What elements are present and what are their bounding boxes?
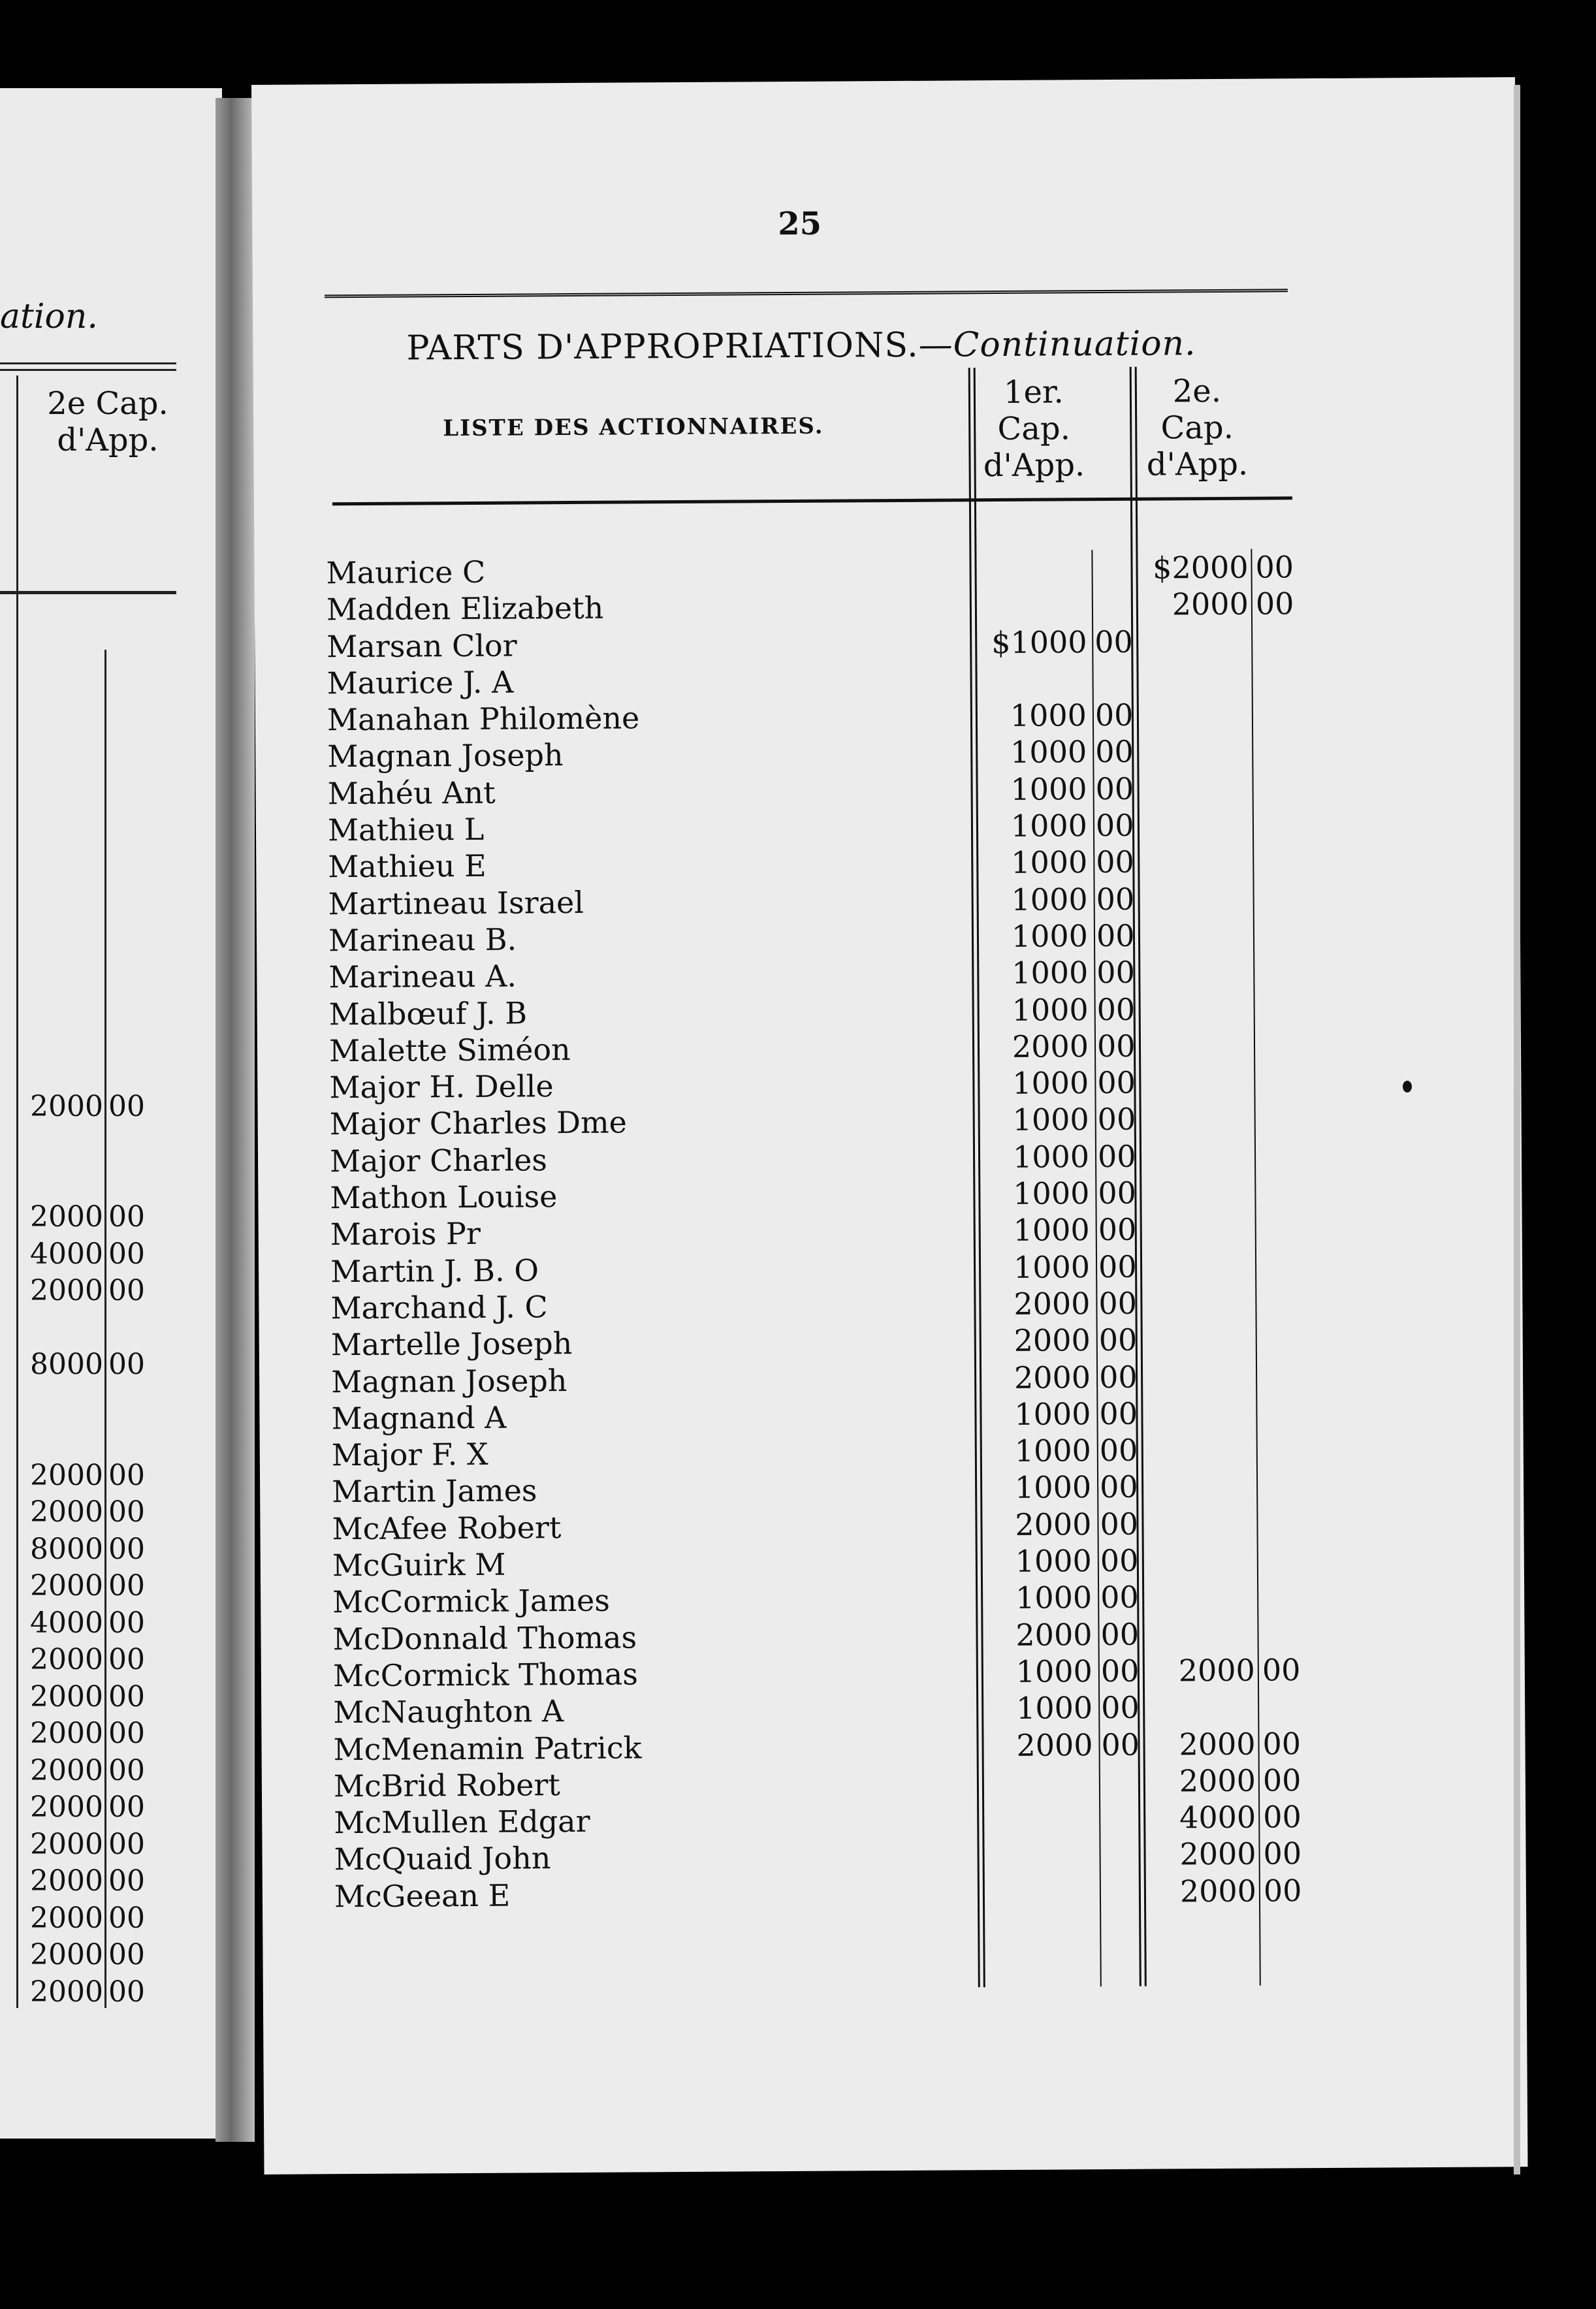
- shareholder-name: Mahéu Ant: [327, 774, 496, 812]
- shareholder-name: Manahan Philomène: [327, 700, 640, 738]
- left-page-amount: 2000: [30, 1200, 103, 1234]
- page-title: [406, 324, 1196, 368]
- first-capital-cents: 00: [1098, 1322, 1138, 1358]
- first-capital-cents: 00: [1094, 697, 1134, 733]
- book-gutter: [215, 98, 255, 2142]
- shareholder-name: Major Charles: [329, 1142, 548, 1179]
- second-capital-amount: [1156, 1468, 1254, 1469]
- left-page-amount: 2000: [30, 1791, 103, 1824]
- first-capital-amount: 1000: [1011, 918, 1089, 954]
- second-capital-amount: 2000: [1179, 1762, 1256, 1799]
- shareholder-name: Mathieu L: [327, 811, 485, 848]
- left-page-cents: 00: [108, 1938, 145, 1971]
- first-capital-cents: 00: [1096, 955, 1136, 991]
- second-capital-amount: [1153, 990, 1251, 991]
- second-capital-amount: [1156, 1431, 1254, 1432]
- shareholder-name: Mathieu E: [328, 848, 487, 885]
- first-capital-amount: [991, 587, 1086, 588]
- table-row: [329, 1027, 1302, 1069]
- second-capital-amount: [1152, 843, 1250, 844]
- second-capital-amount: [1157, 1615, 1254, 1616]
- second-capital-amount: [1151, 696, 1249, 697]
- table-row: [330, 1100, 1303, 1143]
- left-page-cents: 00: [108, 1237, 145, 1271]
- left-page-row: [23, 1750, 183, 1787]
- first-capital-cents: 00: [1095, 807, 1134, 844]
- table-row: [334, 1762, 1307, 1804]
- second-capital-amount: [1154, 1174, 1252, 1175]
- second-capital-cents: 00: [1255, 586, 1294, 622]
- shareholder-name: Magnan Joseph: [330, 1362, 567, 1399]
- left-page: [0, 88, 222, 2139]
- first-capital-amount: 1000: [1012, 955, 1089, 991]
- table-row: [334, 1836, 1307, 1878]
- col2-header: [1132, 373, 1263, 483]
- left-page-row: [23, 643, 183, 680]
- second-capital-amount: [1155, 1321, 1253, 1322]
- left-page-row: [23, 1898, 183, 1935]
- left-page-row: [23, 1640, 183, 1677]
- table-row: [331, 1358, 1304, 1400]
- left-page-row: [23, 1492, 183, 1529]
- first-capital-amount: 1000: [1010, 697, 1087, 734]
- left-page-header-fragment: ation.: [0, 297, 98, 336]
- col1-header-line2: d'App.: [983, 447, 1085, 485]
- table-row: [332, 1615, 1305, 1657]
- table-row: [333, 1725, 1306, 1768]
- shareholder-name: Marois Pr: [330, 1216, 481, 1252]
- shareholder-name: McCormick James: [332, 1583, 611, 1620]
- shareholder-name: McAfee Robert: [332, 1509, 562, 1547]
- first-capital-amount: 1000: [1014, 1396, 1091, 1432]
- left-page-cents: 00: [108, 1458, 145, 1492]
- first-capital-amount: 1000: [1013, 1212, 1090, 1249]
- left-page-amount: 2000: [30, 1938, 103, 1971]
- left-page-cents: 00: [108, 1680, 145, 1713]
- left-page-row: [23, 754, 183, 791]
- table-row: [327, 769, 1300, 812]
- first-capital-amount: 1000: [1013, 1249, 1091, 1285]
- first-capital-cents: 00: [1097, 1102, 1136, 1138]
- left-page-row: [23, 680, 183, 718]
- shareholder-name: Major F. X: [331, 1436, 488, 1473]
- col2-header-line1: 2e. Cap.: [1160, 372, 1234, 447]
- first-capital-cents: 00: [1099, 1432, 1138, 1469]
- left-page-row: [23, 1787, 183, 1824]
- second-capital-amount: 2000: [1179, 1726, 1256, 1762]
- first-capital-cents: 00: [1100, 1580, 1139, 1616]
- shareholder-name: Marineau A.: [328, 958, 517, 995]
- first-capital-amount: 2000: [1013, 1322, 1091, 1359]
- shareholder-name: Martineau Israel: [328, 884, 584, 921]
- left-page-cents: 00: [108, 1791, 145, 1824]
- header-dash-rule: [332, 496, 1292, 505]
- left-page-cents: 00: [108, 1901, 145, 1935]
- title-continuation: —Continuation.: [918, 324, 1196, 365]
- second-capital-cents: 00: [1262, 1725, 1301, 1762]
- left-page-row: [23, 865, 183, 902]
- first-capital-amount: 1000: [1015, 1543, 1092, 1579]
- table-row: [334, 1798, 1307, 1841]
- table-row: [334, 1872, 1307, 1915]
- second-capital-amount: [1155, 1394, 1253, 1395]
- second-capital-amount: [1155, 1284, 1253, 1285]
- first-capital-cents: 00: [1098, 1212, 1137, 1248]
- shareholder-name: McDonnald Thomas: [332, 1619, 637, 1657]
- first-capital-cents: 00: [1095, 734, 1134, 770]
- left-page-row: [23, 1713, 183, 1751]
- left-page-rows: [23, 643, 183, 2009]
- first-capital-amount: 1000: [1013, 1175, 1090, 1211]
- left-page-row: [23, 1271, 183, 1308]
- first-capital-amount: [998, 1837, 1093, 1838]
- second-capital-amount: 2000: [1179, 1836, 1256, 1872]
- second-capital-cents: 00: [1262, 1652, 1301, 1688]
- table-row: [332, 1468, 1305, 1510]
- left-page-column-header-line2: d'App.: [57, 422, 159, 458]
- shareholder-name: Malette Siméon: [328, 1031, 571, 1069]
- left-page-row: [23, 1935, 183, 1972]
- left-page-row: [23, 1160, 183, 1197]
- first-capital-amount: 1000: [1015, 1580, 1093, 1616]
- col2-header-line2: d'App.: [1146, 445, 1249, 483]
- shareholder-name: Martelle Joseph: [330, 1326, 573, 1363]
- first-capital-cents: 00: [1100, 1506, 1139, 1542]
- first-capital-amount: 1000: [1012, 1065, 1089, 1102]
- first-capital-cents: 00: [1100, 1616, 1140, 1652]
- table-row: [332, 1578, 1305, 1620]
- ink-speck: [1403, 1081, 1412, 1092]
- left-page-cents: 00: [108, 1200, 145, 1234]
- first-capital-amount: 1000: [1015, 1690, 1093, 1727]
- left-page-cents: 00: [108, 1753, 145, 1787]
- left-page-row: [23, 902, 183, 939]
- left-page-cents: 00: [108, 1348, 145, 1381]
- second-capital-amount: [1155, 1247, 1253, 1248]
- table-row: [330, 1137, 1303, 1179]
- table-row: [327, 586, 1300, 628]
- left-page-amount: 2000: [30, 1753, 103, 1787]
- left-page-cents: 00: [108, 1717, 145, 1750]
- table-row: [330, 1247, 1303, 1290]
- left-page-row: [23, 1012, 183, 1049]
- left-page-column-header: [36, 385, 180, 458]
- left-page-amount: 2000: [30, 1680, 103, 1713]
- table-row: [332, 1541, 1305, 1584]
- first-capital-cents: 00: [1101, 1689, 1140, 1726]
- left-page-amount: 2000: [30, 1901, 103, 1935]
- shareholder-name: McQuaid John: [334, 1840, 551, 1877]
- shareholder-name: McBrid Robert: [333, 1766, 560, 1804]
- second-capital-amount: [1151, 622, 1249, 623]
- col1-header-line1: 1er. Cap.: [997, 374, 1071, 448]
- table-row: [332, 1505, 1305, 1547]
- left-page-amount: 4000: [30, 1237, 103, 1271]
- table-row: [329, 990, 1302, 1032]
- first-capital-amount: 2000: [1012, 1028, 1089, 1064]
- shareholder-name: Marineau B.: [328, 921, 517, 959]
- first-capital-amount: 2000: [1013, 1286, 1091, 1322]
- table-row: [331, 1320, 1304, 1363]
- first-capital-cents: 00: [1096, 881, 1135, 917]
- first-capital-amount: [991, 660, 1086, 661]
- left-page-row: [23, 1381, 183, 1418]
- table-row: [330, 1284, 1303, 1326]
- shareholder-name: Mathon Louise: [330, 1179, 558, 1216]
- first-capital-cents: 00: [1096, 917, 1135, 954]
- title-main: PARTS D'APPROPRIATIONS.: [406, 325, 919, 368]
- second-capital-amount: [1152, 806, 1250, 807]
- left-page-row: [23, 1234, 183, 1271]
- left-page-cents: 00: [108, 1495, 145, 1529]
- left-page-cents: 00: [108, 1643, 145, 1676]
- second-capital-amount: [1154, 1100, 1252, 1101]
- first-capital-amount: 1000: [1014, 1469, 1092, 1506]
- first-capital-cents: 00: [1098, 1175, 1137, 1211]
- shareholder-name: McCormick Thomas: [332, 1656, 639, 1694]
- second-capital-amount: 2000: [1178, 1652, 1256, 1689]
- left-page-amount: 2000: [30, 1864, 103, 1898]
- first-capital-amount: 2000: [1015, 1506, 1092, 1542]
- table-row: [327, 659, 1300, 701]
- left-page-cents: 00: [108, 1569, 145, 1602]
- second-capital-amount: 4000: [1179, 1799, 1256, 1836]
- second-capital-amount: [1157, 1578, 1254, 1579]
- header-rule: [325, 289, 1288, 300]
- left-page-column-header-line1: 2e Cap.: [47, 385, 168, 422]
- left-page-amount: 2000: [30, 1458, 103, 1492]
- first-capital-amount: 1000: [1014, 1433, 1091, 1469]
- shareholder-name: Madden Elizabeth: [326, 590, 604, 628]
- left-page-amount: 2000: [30, 1827, 103, 1861]
- shareholder-name: Martin J. B. O: [330, 1252, 539, 1289]
- table-row: [331, 1394, 1304, 1437]
- first-capital-amount: 1000: [1010, 808, 1088, 844]
- left-page-row: [23, 1861, 183, 1898]
- table-row: [328, 953, 1301, 995]
- left-page-amount: 2000: [30, 1089, 103, 1123]
- table-row: [328, 916, 1301, 959]
- left-page-cents: 00: [108, 1606, 145, 1640]
- left-page-row: [23, 1602, 183, 1640]
- first-capital-amount: 2000: [1016, 1727, 1093, 1763]
- table-row: [330, 1211, 1303, 1253]
- left-page-amount: 2000: [30, 1975, 103, 2009]
- left-page-row: [23, 1676, 183, 1713]
- left-page-rule: [0, 369, 176, 371]
- shareholder-name: McGuirk M: [332, 1546, 506, 1584]
- shareholder-name: Major H. Delle: [329, 1068, 554, 1106]
- left-page-row: [23, 828, 183, 865]
- table-row: [328, 880, 1301, 922]
- first-capital-amount: 1000: [1012, 991, 1089, 1028]
- first-capital-cents: 00: [1100, 1653, 1140, 1689]
- left-page-cents: 00: [108, 1089, 145, 1123]
- first-capital-amount: 2000: [1015, 1616, 1093, 1653]
- left-page-row: [23, 1123, 183, 1160]
- left-page-amount: 8000: [30, 1348, 103, 1381]
- shareholder-name: Major Charles Dme: [329, 1104, 628, 1142]
- left-page-row: [23, 1086, 183, 1123]
- left-page-amount: 2000: [30, 1643, 103, 1676]
- second-capital-amount: [1154, 1137, 1252, 1138]
- second-capital-cents: 00: [1255, 549, 1294, 585]
- shareholder-name: Magnan Joseph: [327, 737, 564, 774]
- second-capital-amount: 2000: [1179, 1873, 1257, 1909]
- left-page-row: [23, 1049, 183, 1087]
- first-capital-amount: 1000: [1011, 881, 1088, 917]
- left-page-cents: 00: [108, 1532, 145, 1566]
- table-row: [332, 1431, 1305, 1473]
- first-capital-amount: 2000: [1013, 1359, 1091, 1395]
- left-page-cents: 00: [108, 1274, 145, 1307]
- second-capital-amount: [1151, 769, 1249, 770]
- table-row: [327, 622, 1300, 665]
- second-capital-cents: 00: [1262, 1762, 1301, 1798]
- left-page-row: [23, 1529, 183, 1566]
- left-page-amount: 2000: [30, 1274, 103, 1307]
- list-label: LISTE DES ACTIONNAIRES.: [443, 413, 824, 442]
- shareholder-name: Martin James: [331, 1473, 537, 1510]
- shareholder-name: McMullen Edgar: [334, 1803, 590, 1841]
- first-capital-cents: 00: [1097, 1138, 1136, 1174]
- first-capital-cents: 00: [1098, 1359, 1138, 1395]
- second-capital-amount: 2000: [1172, 586, 1249, 622]
- first-capital-cents: 00: [1095, 771, 1134, 806]
- shareholder-name: Malbœuf J. B: [328, 995, 528, 1032]
- first-capital-amount: [998, 1763, 1093, 1764]
- left-page-row: [23, 1824, 183, 1861]
- shareholder-name: Maurice C: [326, 554, 486, 591]
- page-number: 25: [778, 205, 822, 243]
- left-page-amount: 2000: [30, 1495, 103, 1529]
- left-page-amount: 4000: [30, 1606, 103, 1640]
- left-page-cents: 00: [108, 1864, 145, 1898]
- left-page-amount: 2000: [30, 1569, 103, 1602]
- table-row: [328, 806, 1301, 848]
- second-capital-cents: 00: [1263, 1799, 1301, 1835]
- table-row: [330, 1173, 1303, 1216]
- left-page-row: [23, 1345, 183, 1382]
- first-capital-cents: 00: [1097, 1064, 1136, 1101]
- left-page-amount: 2000: [30, 1717, 103, 1750]
- left-page-row: [23, 1307, 183, 1345]
- left-page-rule: [0, 362, 176, 364]
- page-edge: [1514, 85, 1520, 2174]
- shareholder-table: [326, 549, 1307, 1915]
- first-capital-cents: 00: [1101, 1727, 1140, 1762]
- second-capital-amount: [1153, 1027, 1251, 1028]
- left-page-row: [23, 791, 183, 828]
- second-capital-amount: $2000: [1153, 549, 1249, 586]
- first-capital-cents: 00: [1096, 1028, 1136, 1064]
- first-capital-cents: 00: [1096, 844, 1135, 880]
- left-page-amount: 8000: [30, 1532, 103, 1566]
- shareholder-name: Marchand J. C: [330, 1289, 548, 1326]
- table-row: [329, 1063, 1302, 1106]
- left-page-row: [23, 1455, 183, 1492]
- first-capital-amount: 1000: [1010, 734, 1087, 771]
- first-capital-amount: 1000: [1011, 844, 1088, 881]
- first-capital-amount: $1000: [991, 624, 1087, 660]
- first-capital-amount: 1000: [1012, 1138, 1090, 1175]
- second-capital-cents: 00: [1263, 1836, 1302, 1871]
- left-page-row: [23, 1197, 183, 1234]
- table-row: [326, 549, 1299, 591]
- second-capital-amount: [1153, 953, 1251, 954]
- shareholder-name: McMenamin Patrick: [333, 1729, 642, 1767]
- table-row: [328, 843, 1301, 885]
- table-row: [327, 733, 1300, 775]
- table-row: [327, 695, 1300, 738]
- first-capital-amount: [999, 1873, 1094, 1874]
- left-page-row: [23, 717, 183, 754]
- left-page-row: [23, 1566, 183, 1603]
- shareholder-name: McNaughton A: [333, 1693, 564, 1730]
- first-capital-amount: 1000: [1012, 1102, 1089, 1138]
- shareholder-name: McGeean E: [334, 1877, 511, 1914]
- first-capital-cents: 00: [1098, 1285, 1138, 1322]
- left-page-cents: 00: [108, 1975, 145, 2009]
- first-capital-cents: 00: [1099, 1469, 1138, 1505]
- col1-header: [968, 374, 1100, 484]
- left-page-row: [23, 1971, 183, 2009]
- shareholder-name: Marsan Clor: [327, 628, 517, 664]
- left-page-row: [23, 976, 183, 1013]
- first-capital-cents: 00: [1098, 1249, 1137, 1284]
- left-page-row: [23, 1418, 183, 1456]
- left-page-column-line: [16, 375, 18, 2008]
- first-capital-cents: 00: [1099, 1395, 1138, 1431]
- right-page: [251, 77, 1528, 2174]
- left-page-row: [23, 938, 183, 976]
- table-row: [333, 1651, 1306, 1694]
- shareholder-name: Magnand A: [331, 1399, 507, 1437]
- first-capital-amount: 1000: [1015, 1653, 1093, 1689]
- left-page-dash-rule: [0, 591, 176, 594]
- first-capital-cents: 00: [1100, 1542, 1139, 1579]
- first-capital-cents: 00: [1096, 991, 1136, 1027]
- second-capital-cents: 00: [1263, 1872, 1302, 1909]
- first-capital-cents: 00: [1094, 624, 1133, 660]
- table-row: [333, 1688, 1306, 1730]
- shareholder-name: Maurice J. A: [327, 664, 514, 701]
- first-capital-amount: 1000: [1010, 771, 1087, 807]
- left-page-cents: 00: [108, 1827, 145, 1861]
